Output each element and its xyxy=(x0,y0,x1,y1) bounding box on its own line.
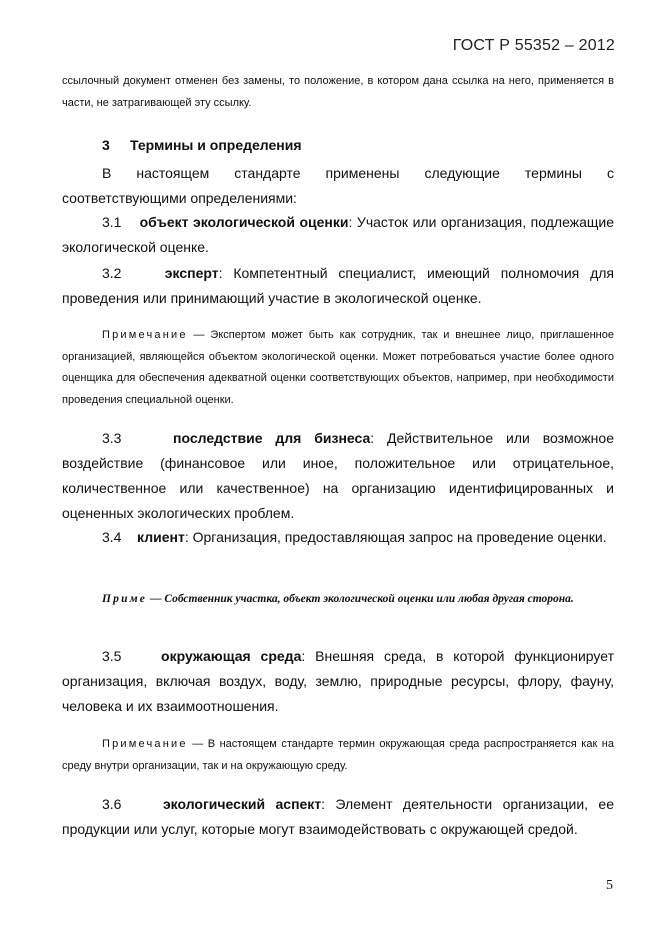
note-2 xyxy=(62,589,614,611)
section-title: Термины и определения xyxy=(130,137,302,153)
note-label: Примечание xyxy=(102,329,188,341)
note-text: — Собственник участка, объект экологической оценки или любая другая сторона. xyxy=(147,593,574,605)
note-text: — Экспертом может быть как сотрудник, так и внешнее лицо, приглашенное организацией, являющейся объектом экологической оценки. Может потребоваться участие более одного оценщика для обеспечения адекватной оценки соответствующих объектов, например, при необходимости проведения специальной оценки. xyxy=(62,329,614,406)
term-number: 3.6 xyxy=(102,796,122,812)
term-name: экологический аспект xyxy=(162,796,322,812)
section-number: 3 xyxy=(102,137,110,153)
term-3-1 xyxy=(62,210,614,260)
document-code-header: ГОСТ Р 55352 – 2012 xyxy=(452,37,615,54)
term-definition: : Элемент деятельности организации, ее продукции или услуг, которые могут взаимодействовать с окружающей средой. xyxy=(62,796,614,837)
term-name: окружающая среда xyxy=(161,648,302,664)
term-definition: : Внешняя среда, в которой функционирует организация, включая воздух, воду, землю, природные ресурсы, флору, фауну, человека и их взаимоотношения. xyxy=(62,648,614,714)
term-name: клиент xyxy=(137,529,185,545)
intro-paragraph: ссылочный документ отменен без замены, то положение, в котором дана ссылка на него, применяется в части, не затрагивающей эту ссылку. xyxy=(62,75,614,109)
term-number: 3.1 xyxy=(102,214,122,230)
term-definition: : Участок или организация, подлежащие экологической оценке. xyxy=(62,214,614,255)
note-text: — В настоящем стандарте термин окружающая среда распространяется как на среду внутри организации, так и на окружающую среду. xyxy=(62,738,614,772)
note-3 xyxy=(62,734,614,777)
term-3-2 xyxy=(62,261,614,311)
term-name: эксперт xyxy=(164,265,219,281)
term-name: последствие для бизнеса xyxy=(173,430,371,446)
term-3-3 xyxy=(62,426,614,526)
term-number: 3.3 xyxy=(102,430,122,446)
term-number: 3.2 xyxy=(102,265,122,281)
term-definition: : Компетентный специалист, имеющий полномочия для проведения или принимающий участие в экологической оценке. xyxy=(62,265,614,306)
term-definition: : Действительное или возможное воздействие (финансовое или иное, положительное или отрицательное, количественное или качественное) на организацию идентифицированных и оцененных экологических проблем. xyxy=(62,430,614,521)
term-number: 3.4 xyxy=(102,529,122,545)
page-number: 5 xyxy=(606,878,613,893)
term-definition: : Организация, предоставляющая запрос на проведение оценки. xyxy=(184,529,607,545)
term-name: объект экологической оценки xyxy=(139,214,349,230)
section-intro: В настоящем стандарте применены следующие термины с соответствующими определениями: xyxy=(62,165,614,206)
term-3-4 xyxy=(62,525,614,550)
section-heading xyxy=(102,137,302,153)
note-1 xyxy=(62,325,614,411)
term-3-6 xyxy=(62,792,614,842)
note-label: Примечание xyxy=(102,738,188,750)
note-label: Приме xyxy=(102,593,148,605)
term-number: 3.5 xyxy=(102,648,122,664)
term-3-5 xyxy=(62,644,614,719)
